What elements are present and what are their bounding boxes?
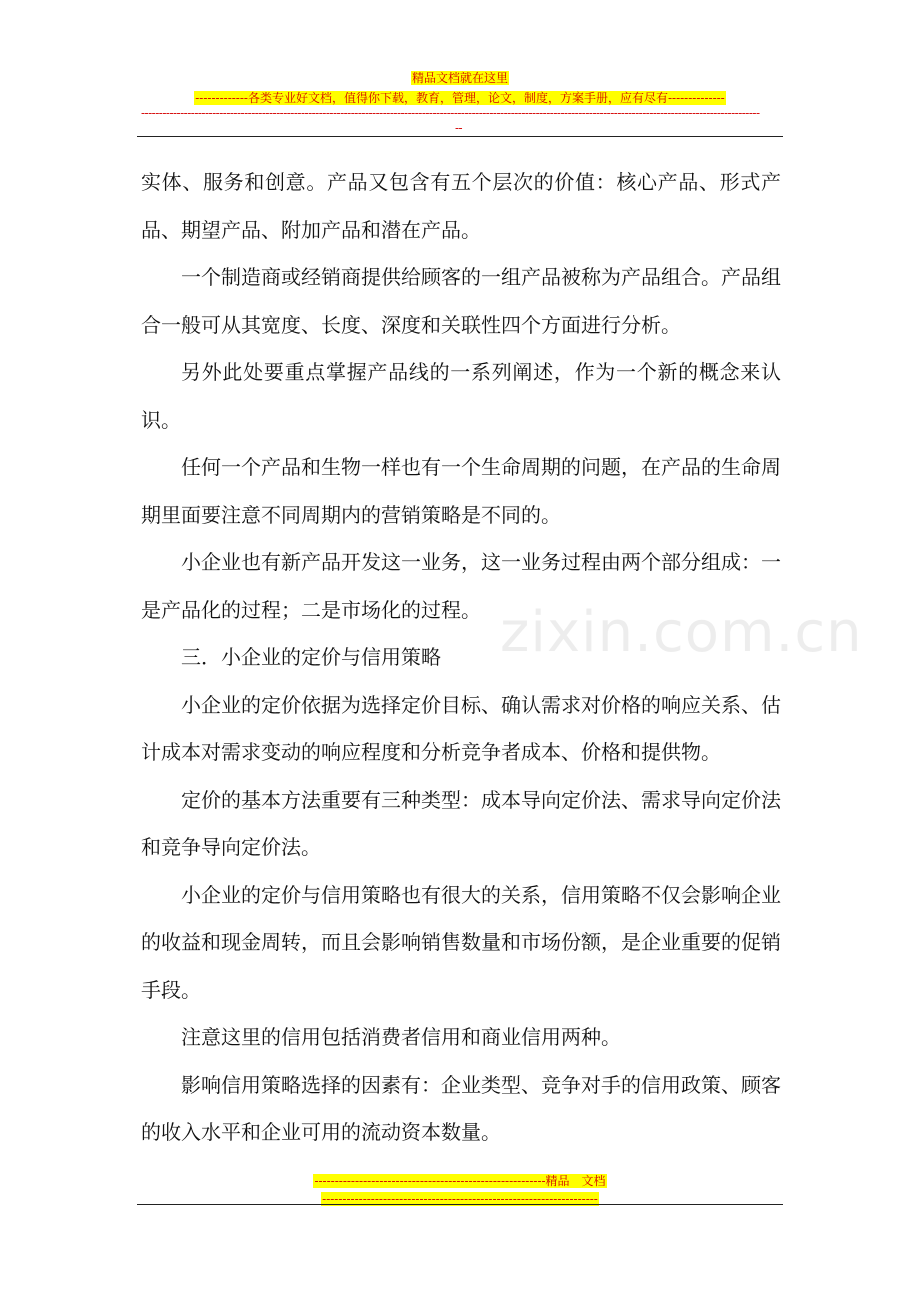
paragraph: 实体、服务和创意。产品又包含有五个层次的价值：核心产品、形式产品、期望产品、附加产品和潜在产品。: [141, 170, 781, 242]
paragraph: 一个制造商或经销商提供给顾客的一组产品被称为产品组合。产品组合一般可从其宽度、长度、深度和关联性四个方面进行分析。: [141, 265, 781, 337]
section-heading: 三．小企业的定价与信用策略: [181, 645, 441, 669]
paragraph: 影响信用策略选择的因素有：企业类型、竞争对手的信用政策、顾客的收入水平和企业可用的流动资本数量。: [141, 1072, 781, 1144]
header-tagline-line: [0, 87, 920, 106]
header-separator-tail: --: [455, 122, 463, 135]
header-tagline: -------------各类专业好文档，值得你下载，教育，管理，论文，制度，方案手册，应有尽有--------------: [195, 91, 725, 105]
paragraph: 小企业的定价与信用策略也有很大的关系，信用策略不仅会影响企业的收益和现金周转，而且会影响销售数量和市场份额，是企业重要的促销手段。: [141, 882, 781, 1002]
footer-dashes: --------------------------------------------------------------------: [322, 1192, 598, 1206]
paragraph: 小企业也有新产品开发这一业务，这一业务过程由两个部分组成：一是产品化的过程；二是市场化的过程。: [141, 550, 781, 622]
paragraph: 另外此处要重点掌握产品线的一系列阐述，作为一个新的概念来认识。: [141, 360, 781, 432]
paragraph: 注意这里的信用包括消费者信用和商业信用两种。: [181, 1025, 621, 1049]
document-body: [141, 159, 781, 1157]
footer-line-1: [0, 1170, 920, 1189]
header-title: 精品文档就在这里: [411, 71, 508, 85]
header-separator: ------------------------------------------------------------------------------------------------------------------------------------------------------------------------------: [141, 107, 760, 120]
paragraph: 小企业的定价依据为选择定价目标、确认需求对价格的响应关系、估计成本对需求变动的响应程度和分析竞争者成本、价格和提供物。: [141, 692, 781, 764]
watermark: zixin.com.cn: [500, 600, 863, 665]
footer-rule: [137, 1204, 783, 1205]
header-title-line: [0, 67, 920, 86]
footer-label: ---------------------------------------------------------精品 文档: [314, 1174, 606, 1188]
paragraph: 任何一个产品和生物一样也有一个生命周期的问题，在产品的生命周期里面要注意不同周期内的营销策略是不同的。: [141, 455, 781, 527]
header-rule: [137, 136, 783, 137]
paragraph: 定价的基本方法重要有三种类型：成本导向定价法、需求导向定价法和竞争导向定价法。: [141, 787, 781, 859]
